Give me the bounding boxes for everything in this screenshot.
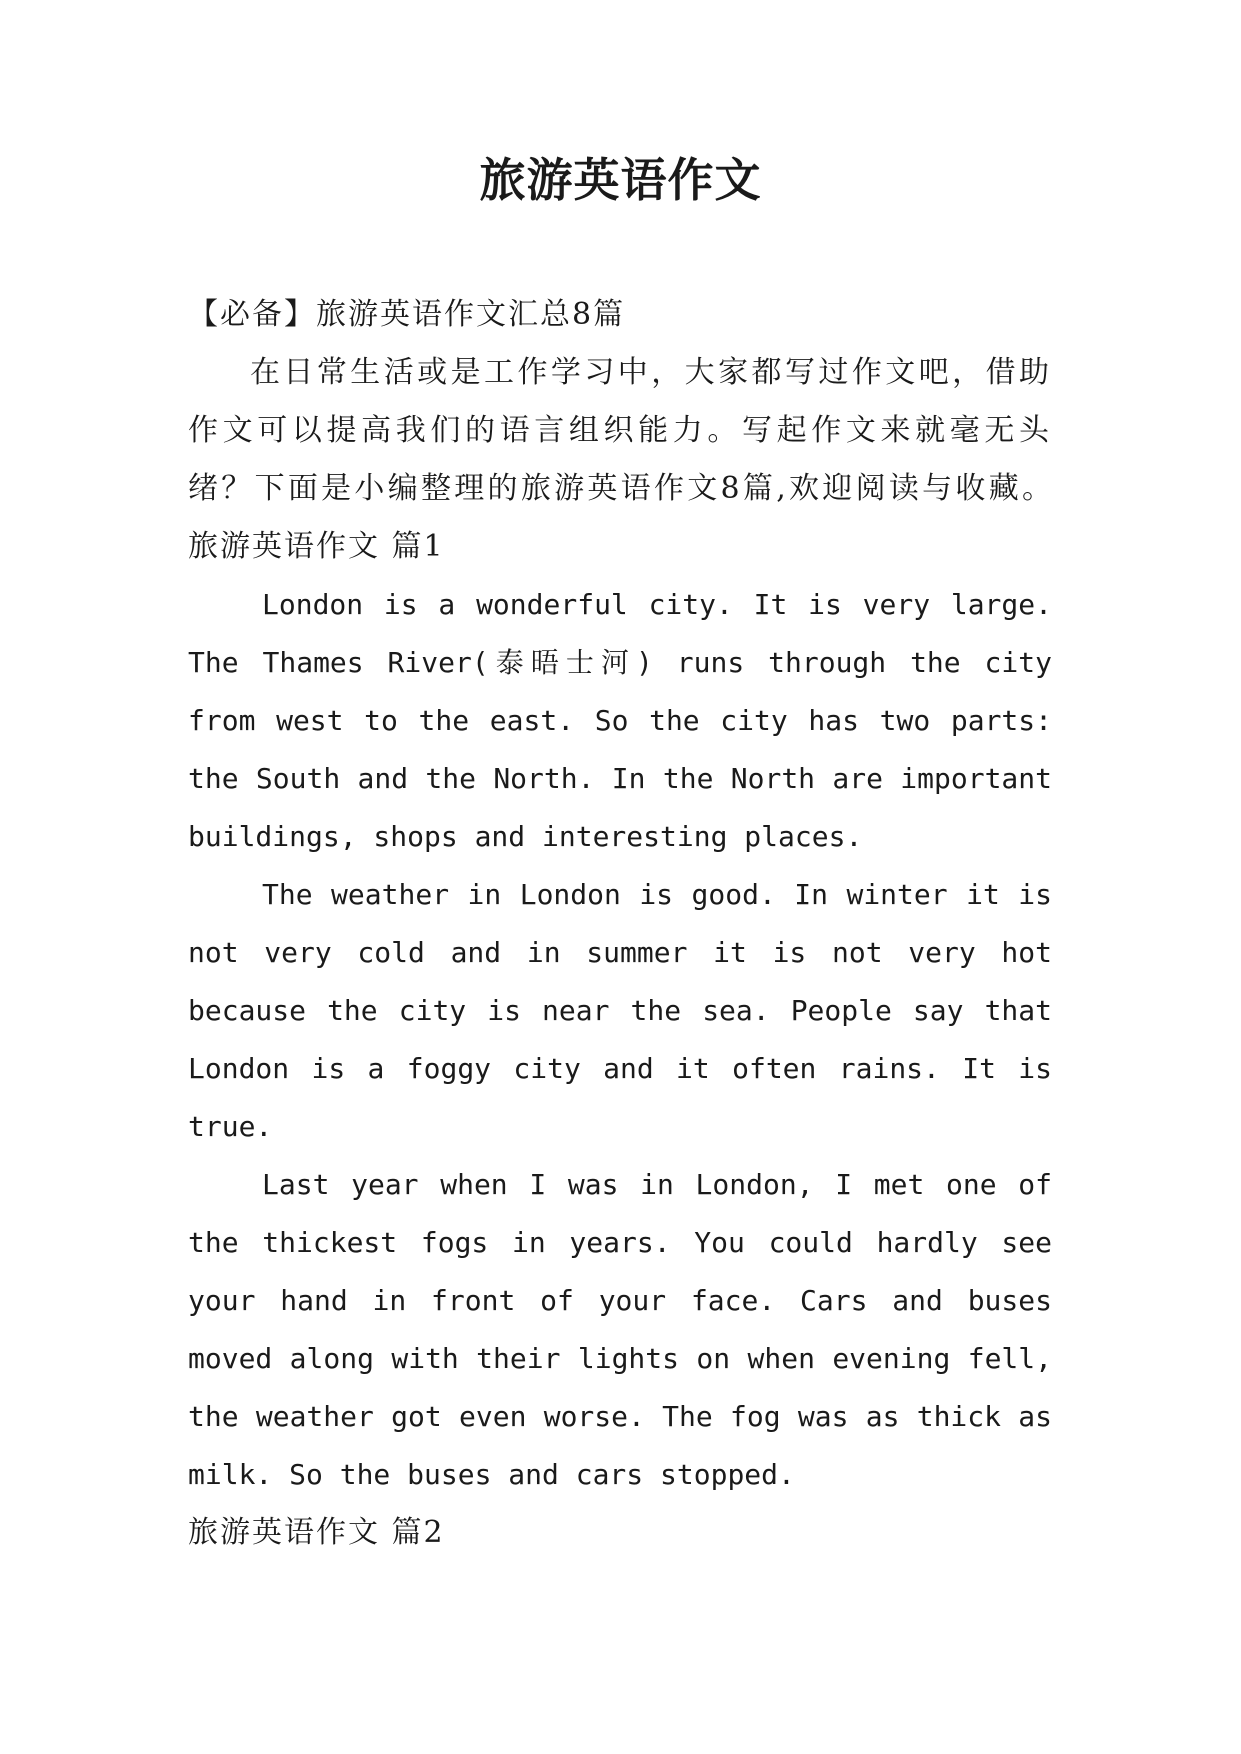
essay-line: Last year when I was in London, I met one of <box>262 1168 1052 1201</box>
essay-line: from west to the east. So the city has two parts: <box>188 704 1052 737</box>
essay-heading: 旅游英语作文 篇2 <box>188 1515 445 1550</box>
intro-line: 作文可以提高我们的语言组织能力。写起作文来就毫无头 <box>188 413 1052 448</box>
page-title: 旅游英语作文 <box>479 153 762 207</box>
essay-line: London is a foggy city and it often rains. It is <box>188 1052 1052 1085</box>
essay-line: The weather in London is good. In winter it is <box>262 878 1052 911</box>
essay-line: moved along with their lights on when evening fell, <box>188 1342 1052 1375</box>
essay-line: The Thames River(泰晤士河) runs through the city <box>188 646 1052 679</box>
essay-line: because the city is near the sea. People say that <box>188 994 1052 1027</box>
essay-paragraph <box>188 866 1052 1156</box>
essay-heading: 旅游英语作文 篇1 <box>188 529 445 564</box>
essay-line: milk. So the buses and cars stopped. <box>188 1458 795 1491</box>
essay-line: your hand in front of your face. Cars and buses <box>188 1284 1052 1317</box>
intro-paragraph <box>188 344 1052 518</box>
subtitle: 【必备】旅游英语作文汇总8篇 <box>188 297 626 332</box>
essay-paragraph <box>188 576 1052 866</box>
essay-line: the weather got even worse. The fog was as thick as <box>188 1400 1052 1433</box>
document-body <box>188 286 1052 1562</box>
essay-line: true. <box>188 1110 273 1143</box>
essay-line: London is a wonderful city. It is very large. <box>262 588 1052 621</box>
essay-line: buildings, shops and interesting places. <box>188 820 863 853</box>
essay-line: not very cold and in summer it is not very hot <box>188 936 1052 969</box>
essay-line: the South and the North. In the North are important <box>188 762 1052 795</box>
intro-line: 在日常生活或是工作学习中，大家都写过作文吧，借助 <box>250 355 1052 390</box>
intro-line: 绪？下面是小编整理的旅游英语作文8篇,欢迎阅读与收藏。 <box>188 471 1052 506</box>
essay-paragraph <box>188 1156 1052 1504</box>
essay-line: the thickest fogs in years. You could hardly see <box>188 1226 1052 1259</box>
